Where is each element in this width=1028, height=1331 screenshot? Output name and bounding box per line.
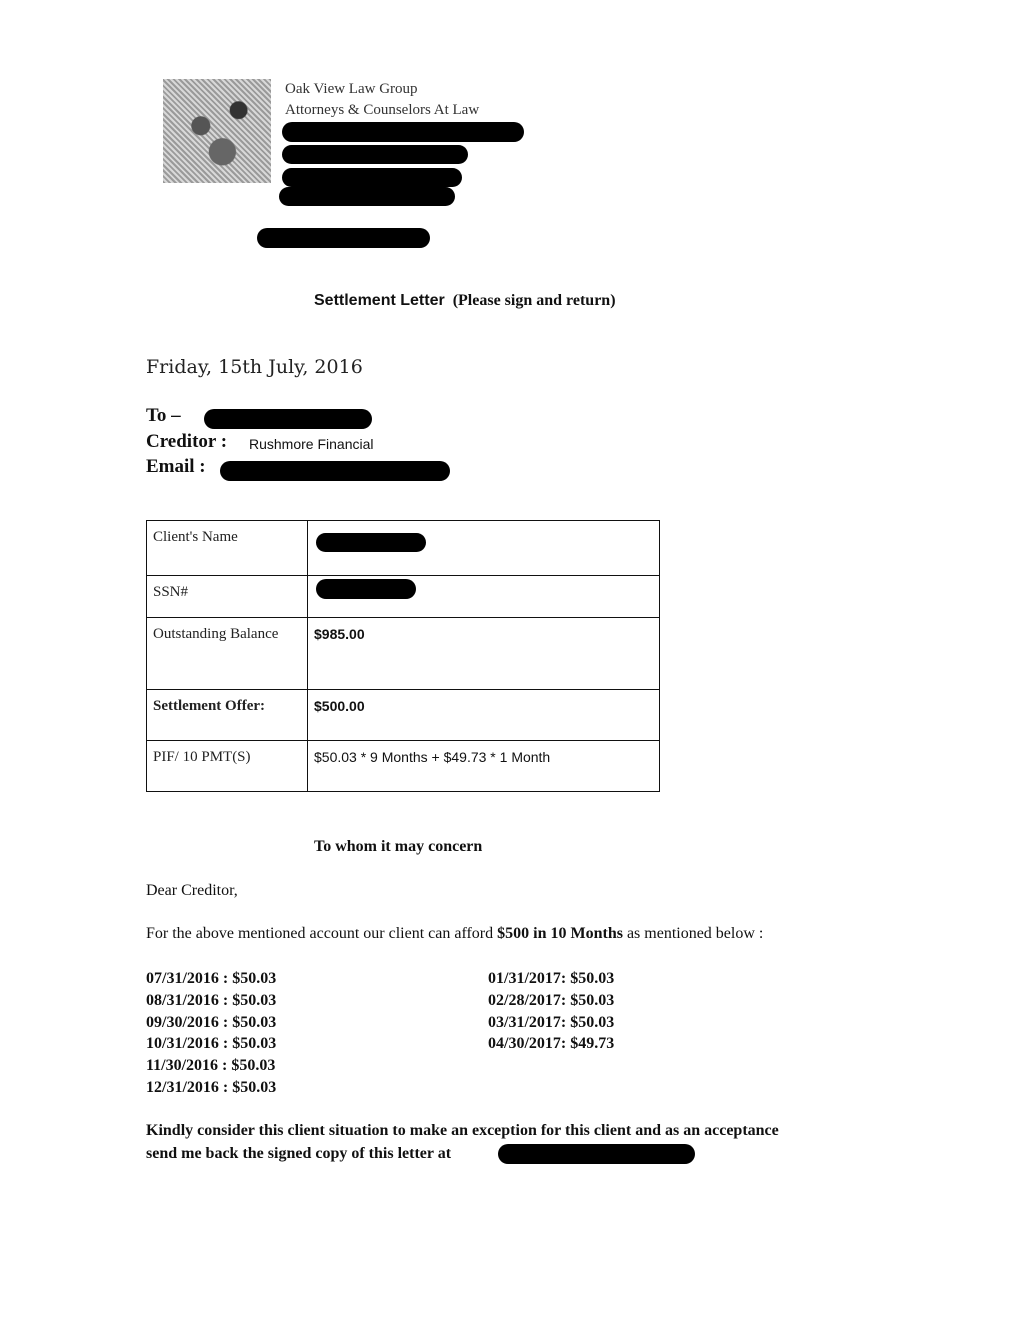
firm-logo bbox=[163, 79, 271, 183]
payment-item: 12/31/2016 : $50.03 bbox=[146, 1078, 277, 1096]
firm-name: Oak View Law Group bbox=[285, 81, 418, 97]
redacted-address-line-1 bbox=[282, 122, 524, 142]
letter-title-sub: (Please sign and return) bbox=[452, 292, 616, 309]
para-prefix: For the above mentioned account our client can afford bbox=[146, 925, 494, 942]
redacted-ssn bbox=[316, 579, 416, 599]
table-cell-label: Client's Name bbox=[147, 521, 308, 576]
table-cell-value: $500.00 bbox=[308, 690, 660, 741]
to-label: To – bbox=[146, 405, 181, 426]
closing-line-2: send me back the signed copy of this letter at bbox=[146, 1145, 452, 1162]
redacted-address-line-4 bbox=[279, 187, 455, 206]
table-row bbox=[147, 690, 660, 741]
body-paragraph bbox=[146, 925, 763, 943]
table-cell-label: PIF/ 10 PMT(S) bbox=[147, 741, 308, 792]
para-suffix: as mentioned below : bbox=[626, 925, 764, 942]
email-label: Email : bbox=[146, 456, 206, 477]
table-row bbox=[147, 521, 660, 576]
letter-title bbox=[314, 292, 616, 310]
salutation: Dear Creditor, bbox=[146, 882, 238, 899]
table-cell-label: Settlement Offer: bbox=[147, 690, 308, 741]
payment-schedule-left bbox=[146, 968, 276, 1099]
letter-title-main: Settlement Letter bbox=[314, 292, 445, 309]
table-cell-value bbox=[308, 576, 660, 618]
para-amount: $500 in 10 Months bbox=[497, 925, 623, 942]
payment-item: 08/31/2016 : $50.03 bbox=[146, 991, 277, 1009]
firm-tagline: Attorneys & Counselors At Law bbox=[285, 102, 480, 118]
table-row bbox=[147, 576, 660, 618]
creditor-value: Rushmore Financial bbox=[249, 436, 374, 452]
payment-item: 01/31/2017: $50.03 bbox=[488, 970, 615, 987]
payment-item: 09/30/2016 : $50.03 bbox=[146, 1013, 277, 1031]
redacted-address-line-2 bbox=[282, 145, 468, 164]
redacted-client-name bbox=[316, 533, 426, 552]
payment-item: 11/30/2016 : $50.03 bbox=[146, 1057, 276, 1075]
payment-item: 10/31/2016 : $50.03 bbox=[146, 1035, 277, 1053]
letter-date: Friday, 15th July, 2016 bbox=[146, 356, 363, 378]
redacted-address-line-5 bbox=[257, 228, 430, 248]
redacted-recipient bbox=[204, 409, 372, 429]
creditor-label: Creditor : bbox=[146, 431, 228, 452]
redacted-email bbox=[220, 461, 450, 481]
redacted-return-address bbox=[498, 1144, 695, 1164]
table-cell-label: Outstanding Balance bbox=[147, 618, 308, 690]
payment-item: 07/31/2016 : $50.03 bbox=[146, 970, 277, 987]
account-info-table bbox=[146, 520, 660, 792]
closing-line-1: Kindly consider this client situation to make an exception for this client and as an acceptance bbox=[146, 1122, 779, 1139]
greeting-line: To whom it may concern bbox=[314, 838, 483, 855]
payment-schedule-right bbox=[488, 968, 614, 1055]
payment-item: 03/31/2017: $50.03 bbox=[488, 1013, 615, 1031]
payment-item: 04/30/2017: $49.73 bbox=[488, 1035, 615, 1053]
redacted-address-line-3 bbox=[282, 168, 462, 187]
table-cell-value bbox=[308, 521, 660, 576]
table-cell-value: $985.00 bbox=[308, 618, 660, 690]
payment-item: 02/28/2017: $50.03 bbox=[488, 991, 615, 1009]
table-cell-label: SSN# bbox=[147, 576, 308, 618]
table-row bbox=[147, 618, 660, 690]
table-row bbox=[147, 741, 660, 792]
table-cell-value: $50.03 * 9 Months + $49.73 * 1 Month bbox=[308, 741, 660, 792]
